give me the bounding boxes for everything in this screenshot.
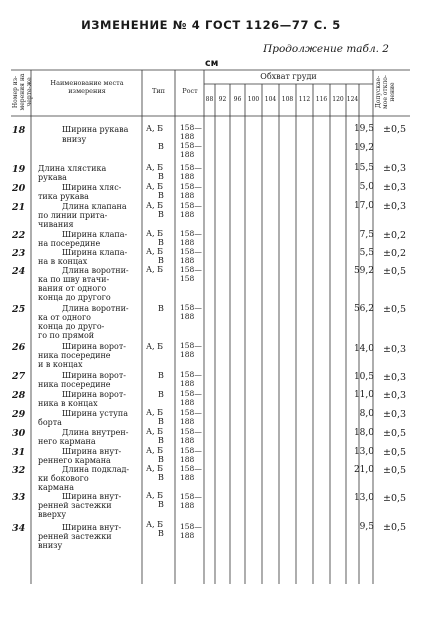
- row-name-line: ка от одного: [38, 313, 91, 322]
- row-type: В: [158, 473, 164, 482]
- row-name-line: рукава: [38, 173, 67, 182]
- row-name-line: ренней застежки: [38, 532, 112, 541]
- row-value: 13,0: [353, 493, 374, 503]
- row-name-line: конца до другого: [38, 293, 111, 302]
- chest-value: 96: [233, 96, 242, 103]
- row-growth: 188: [180, 473, 195, 482]
- row-name-line: вания от одного: [38, 284, 107, 293]
- row-growth: 188: [180, 379, 195, 388]
- row-type: В: [158, 172, 164, 181]
- row-type: В: [158, 210, 164, 219]
- row-type: В: [158, 191, 164, 200]
- column-header-growth: Рост: [182, 87, 198, 95]
- row-growth: 188: [180, 350, 195, 359]
- chest-value: 88: [205, 96, 214, 103]
- row-growth: 188: [180, 501, 195, 510]
- row-number: 33: [12, 492, 26, 503]
- row-number: 34: [12, 523, 26, 534]
- column-header-number: Номер из-мерения на черте-же: [12, 73, 33, 111]
- row-name-line: вверху: [38, 510, 67, 519]
- row-value: 14,0: [353, 344, 374, 354]
- row-name-line: чивания: [38, 220, 74, 229]
- row-value: 11,0: [353, 390, 374, 400]
- row-growth: 188: [180, 256, 195, 265]
- row-type: А, Б: [146, 464, 164, 473]
- row-growth: 188: [180, 455, 195, 464]
- row-growth: 158—: [180, 163, 202, 172]
- row-name-line: реннего кармана: [38, 456, 111, 465]
- table-row: [0, 370, 422, 390]
- chest-values-row: [204, 96, 373, 106]
- row-number: 24: [12, 266, 26, 277]
- row-type: В: [158, 529, 164, 538]
- row-growth: 188: [180, 531, 195, 540]
- row-value: 10,5: [353, 372, 374, 382]
- row-growth: 188: [180, 150, 195, 159]
- row-type: В: [158, 238, 164, 247]
- row-name-line: по линии прита-: [38, 211, 108, 220]
- row-tolerance: ±0,5: [383, 124, 407, 135]
- column-header-type: Тип: [152, 87, 165, 95]
- row-value: 18,0: [353, 428, 374, 438]
- row-value: 15,5: [353, 163, 374, 173]
- row-growth: 158—: [180, 522, 202, 531]
- chest-value: 100: [247, 96, 260, 103]
- row-tolerance: ±0,5: [383, 465, 407, 476]
- row-growth: 158—: [180, 446, 202, 455]
- row-name-line: ки бокового: [38, 474, 89, 483]
- row-tolerance: ±0,5: [383, 447, 407, 458]
- row-tolerance: ±0,3: [383, 163, 407, 174]
- row-type: В: [158, 455, 164, 464]
- row-number: 22: [12, 230, 26, 241]
- table-row: [0, 201, 422, 230]
- row-name-line: ренней застежки: [38, 501, 112, 510]
- table-row: [0, 182, 422, 202]
- row-type: А, Б: [146, 163, 164, 172]
- row-value: 5,0: [359, 182, 374, 192]
- row-growth: 188: [180, 436, 195, 445]
- row-name-line: Ширина хляс-: [62, 183, 122, 192]
- row-type: А, Б: [146, 427, 164, 436]
- row-number: 30: [12, 428, 26, 439]
- row-number: 25: [12, 304, 26, 315]
- row-name-line: Ширина уступа: [62, 409, 128, 418]
- table-continuation-caption: Продолжение табл. 2: [263, 43, 389, 55]
- chest-value: 120: [332, 96, 344, 103]
- row-growth: 158—: [180, 141, 202, 150]
- unit-label: см: [205, 58, 219, 69]
- row-name-line: ка по шву втачи-: [38, 275, 110, 284]
- row-type: А, Б: [146, 265, 164, 274]
- row-growth: 158—: [180, 464, 202, 473]
- row-value: 7,5: [359, 230, 374, 240]
- row-name-line: го по прямой: [38, 331, 95, 340]
- table-row: [0, 491, 422, 520]
- row-growth: 188: [180, 398, 195, 407]
- row-growth: 158—: [180, 427, 202, 436]
- row-number: 21: [12, 202, 26, 213]
- chest-value: 92: [218, 96, 227, 103]
- row-name-line: Длина подклад-: [62, 465, 130, 474]
- table-row: [0, 123, 422, 163]
- row-type: А, Б: [146, 491, 164, 500]
- row-tolerance: ±0,2: [383, 230, 407, 241]
- row-name-line: Ширина рукава: [62, 125, 129, 134]
- row-name-line: Длина клапана: [62, 202, 127, 211]
- column-header-chest-group: Обхват груди: [260, 72, 317, 81]
- row-type: А, Б: [146, 229, 164, 238]
- row-type: А, Б: [146, 520, 164, 529]
- table-row: [0, 265, 422, 303]
- row-number: 19: [12, 164, 26, 175]
- row-name-line: на в концах: [38, 257, 88, 266]
- row-number: 18: [12, 125, 26, 136]
- row-name-line: борта: [38, 418, 62, 427]
- row-name-line: Длина хлястика: [38, 164, 107, 173]
- row-value: 56,2: [353, 304, 374, 314]
- row-type: В: [158, 304, 164, 313]
- row-tolerance: ±0,3: [383, 344, 407, 355]
- row-growth: 188: [180, 172, 195, 181]
- chest-value: 116: [315, 96, 328, 103]
- row-growth: 158—: [180, 182, 202, 191]
- table-row: [0, 341, 422, 371]
- row-type: В: [158, 390, 164, 399]
- row-tolerance: ±0,5: [383, 522, 407, 533]
- row-tolerance: ±0,3: [383, 372, 407, 383]
- row-tolerance: ±0,5: [383, 304, 407, 315]
- row-value: 5,5: [359, 248, 374, 258]
- row-growth: 188: [180, 132, 195, 141]
- row-growth: 188: [180, 417, 195, 426]
- row-type: А, Б: [146, 247, 164, 256]
- row-tolerance: ±0,3: [383, 409, 407, 420]
- row-growth: 158—: [180, 341, 202, 350]
- row-name-line: Длина воротни-: [62, 266, 129, 275]
- row-type: А, Б: [146, 446, 164, 455]
- chest-value: 108: [281, 96, 294, 103]
- row-type: В: [158, 500, 164, 509]
- row-name-line: Ширина внут-: [62, 523, 122, 532]
- row-name-line: Ширина внут-: [62, 447, 122, 456]
- row-tolerance: ±0,5: [383, 266, 407, 277]
- row-value: 19,2: [353, 143, 374, 153]
- row-growth: 158—: [180, 265, 202, 274]
- row-name-line: него кармана: [38, 437, 96, 446]
- row-type: В: [158, 371, 164, 380]
- row-value: 13,0: [353, 447, 374, 457]
- table-row: [0, 229, 422, 249]
- row-growth: 158—: [180, 229, 202, 238]
- row-type: В: [158, 417, 164, 426]
- row-name-line: Длина воротни-: [62, 304, 129, 313]
- row-type: В: [158, 142, 164, 151]
- row-number: 29: [12, 409, 26, 420]
- column-header-tolerance: Допускае-мое откло-нение: [375, 75, 396, 109]
- row-name-line: ника посередине: [38, 380, 111, 389]
- row-name-line: на посередине: [38, 239, 101, 248]
- row-name-line: и в концах: [38, 360, 83, 369]
- table-row: [0, 464, 422, 493]
- row-growth: 158—: [180, 201, 202, 210]
- row-value: 17,0: [353, 201, 374, 211]
- row-value: 19,5: [353, 124, 374, 134]
- table-row: [0, 163, 422, 183]
- row-number: 23: [12, 248, 26, 259]
- row-growth: 158: [180, 274, 195, 283]
- row-tolerance: ±0,5: [383, 428, 407, 439]
- column-header-place: Наименование места измерения: [50, 79, 124, 95]
- row-name-line: кармана: [38, 483, 74, 492]
- row-growth: 158—: [180, 370, 202, 379]
- row-tolerance: ±0,3: [383, 390, 407, 401]
- row-tolerance: ±0,3: [383, 182, 407, 193]
- row-number: 31: [12, 447, 26, 458]
- row-type: А, Б: [146, 201, 164, 210]
- table-row: [0, 247, 422, 267]
- row-value: 8,0: [359, 409, 374, 419]
- row-growth: 188: [180, 312, 195, 321]
- chest-value: 112: [298, 96, 311, 103]
- row-growth: 158—: [180, 247, 202, 256]
- row-growth: 158—: [180, 408, 202, 417]
- row-type: В: [158, 256, 164, 265]
- row-number: 20: [12, 183, 26, 194]
- row-name-line: внизу: [38, 541, 63, 550]
- page-header: ИЗМЕНЕНИЕ № 4 ГОСТ 1126—77 С. 5: [81, 18, 341, 32]
- row-name-line: Ширина ворот-: [62, 342, 126, 351]
- row-name-line: конца до друго-: [38, 322, 105, 331]
- row-name-line: внизу: [62, 135, 87, 144]
- row-name-line: ника посередине: [38, 351, 111, 360]
- table-row: [0, 427, 422, 447]
- row-growth: 158—: [180, 303, 202, 312]
- row-name-line: Ширина внут-: [62, 492, 122, 501]
- row-number: 28: [12, 390, 26, 401]
- row-name-line: ника в концах: [38, 399, 98, 408]
- row-number: 26: [12, 342, 26, 353]
- chest-value: 124: [346, 96, 359, 103]
- row-type: А, Б: [146, 342, 164, 351]
- table-row: [0, 446, 422, 466]
- row-tolerance: ±0,3: [383, 201, 407, 212]
- row-growth: 158—: [180, 389, 202, 398]
- row-number: 27: [12, 371, 26, 382]
- row-number: 32: [12, 465, 26, 476]
- row-name-line: Ширина клапа-: [62, 248, 128, 257]
- row-value: 9,5: [359, 522, 374, 532]
- chest-value: 104: [264, 96, 277, 103]
- row-growth: 188: [180, 210, 195, 219]
- row-tolerance: ±0,5: [383, 493, 407, 504]
- row-growth: 158—: [180, 492, 202, 501]
- row-type: В: [158, 436, 164, 445]
- row-name-line: Ширина ворот-: [62, 390, 126, 399]
- table-row: [0, 408, 422, 428]
- row-type: А, Б: [146, 124, 164, 133]
- row-name-line: Ширина ворот-: [62, 371, 126, 380]
- row-growth: 188: [180, 238, 195, 247]
- row-growth: 188: [180, 191, 195, 200]
- table-row: [0, 303, 422, 341]
- row-value: 21,0: [353, 465, 374, 475]
- row-value: 59,2: [353, 266, 374, 276]
- row-name-line: тика рукава: [38, 192, 89, 201]
- table-row: [0, 389, 422, 409]
- table-row: [0, 520, 422, 552]
- row-tolerance: ±0,2: [383, 248, 407, 259]
- row-growth: 158—: [180, 123, 202, 132]
- row-name-line: Длина внутрен-: [62, 428, 129, 437]
- row-type: А, Б: [146, 408, 164, 417]
- row-name-line: Ширина клапа-: [62, 230, 128, 239]
- row-type: А, Б: [146, 182, 164, 191]
